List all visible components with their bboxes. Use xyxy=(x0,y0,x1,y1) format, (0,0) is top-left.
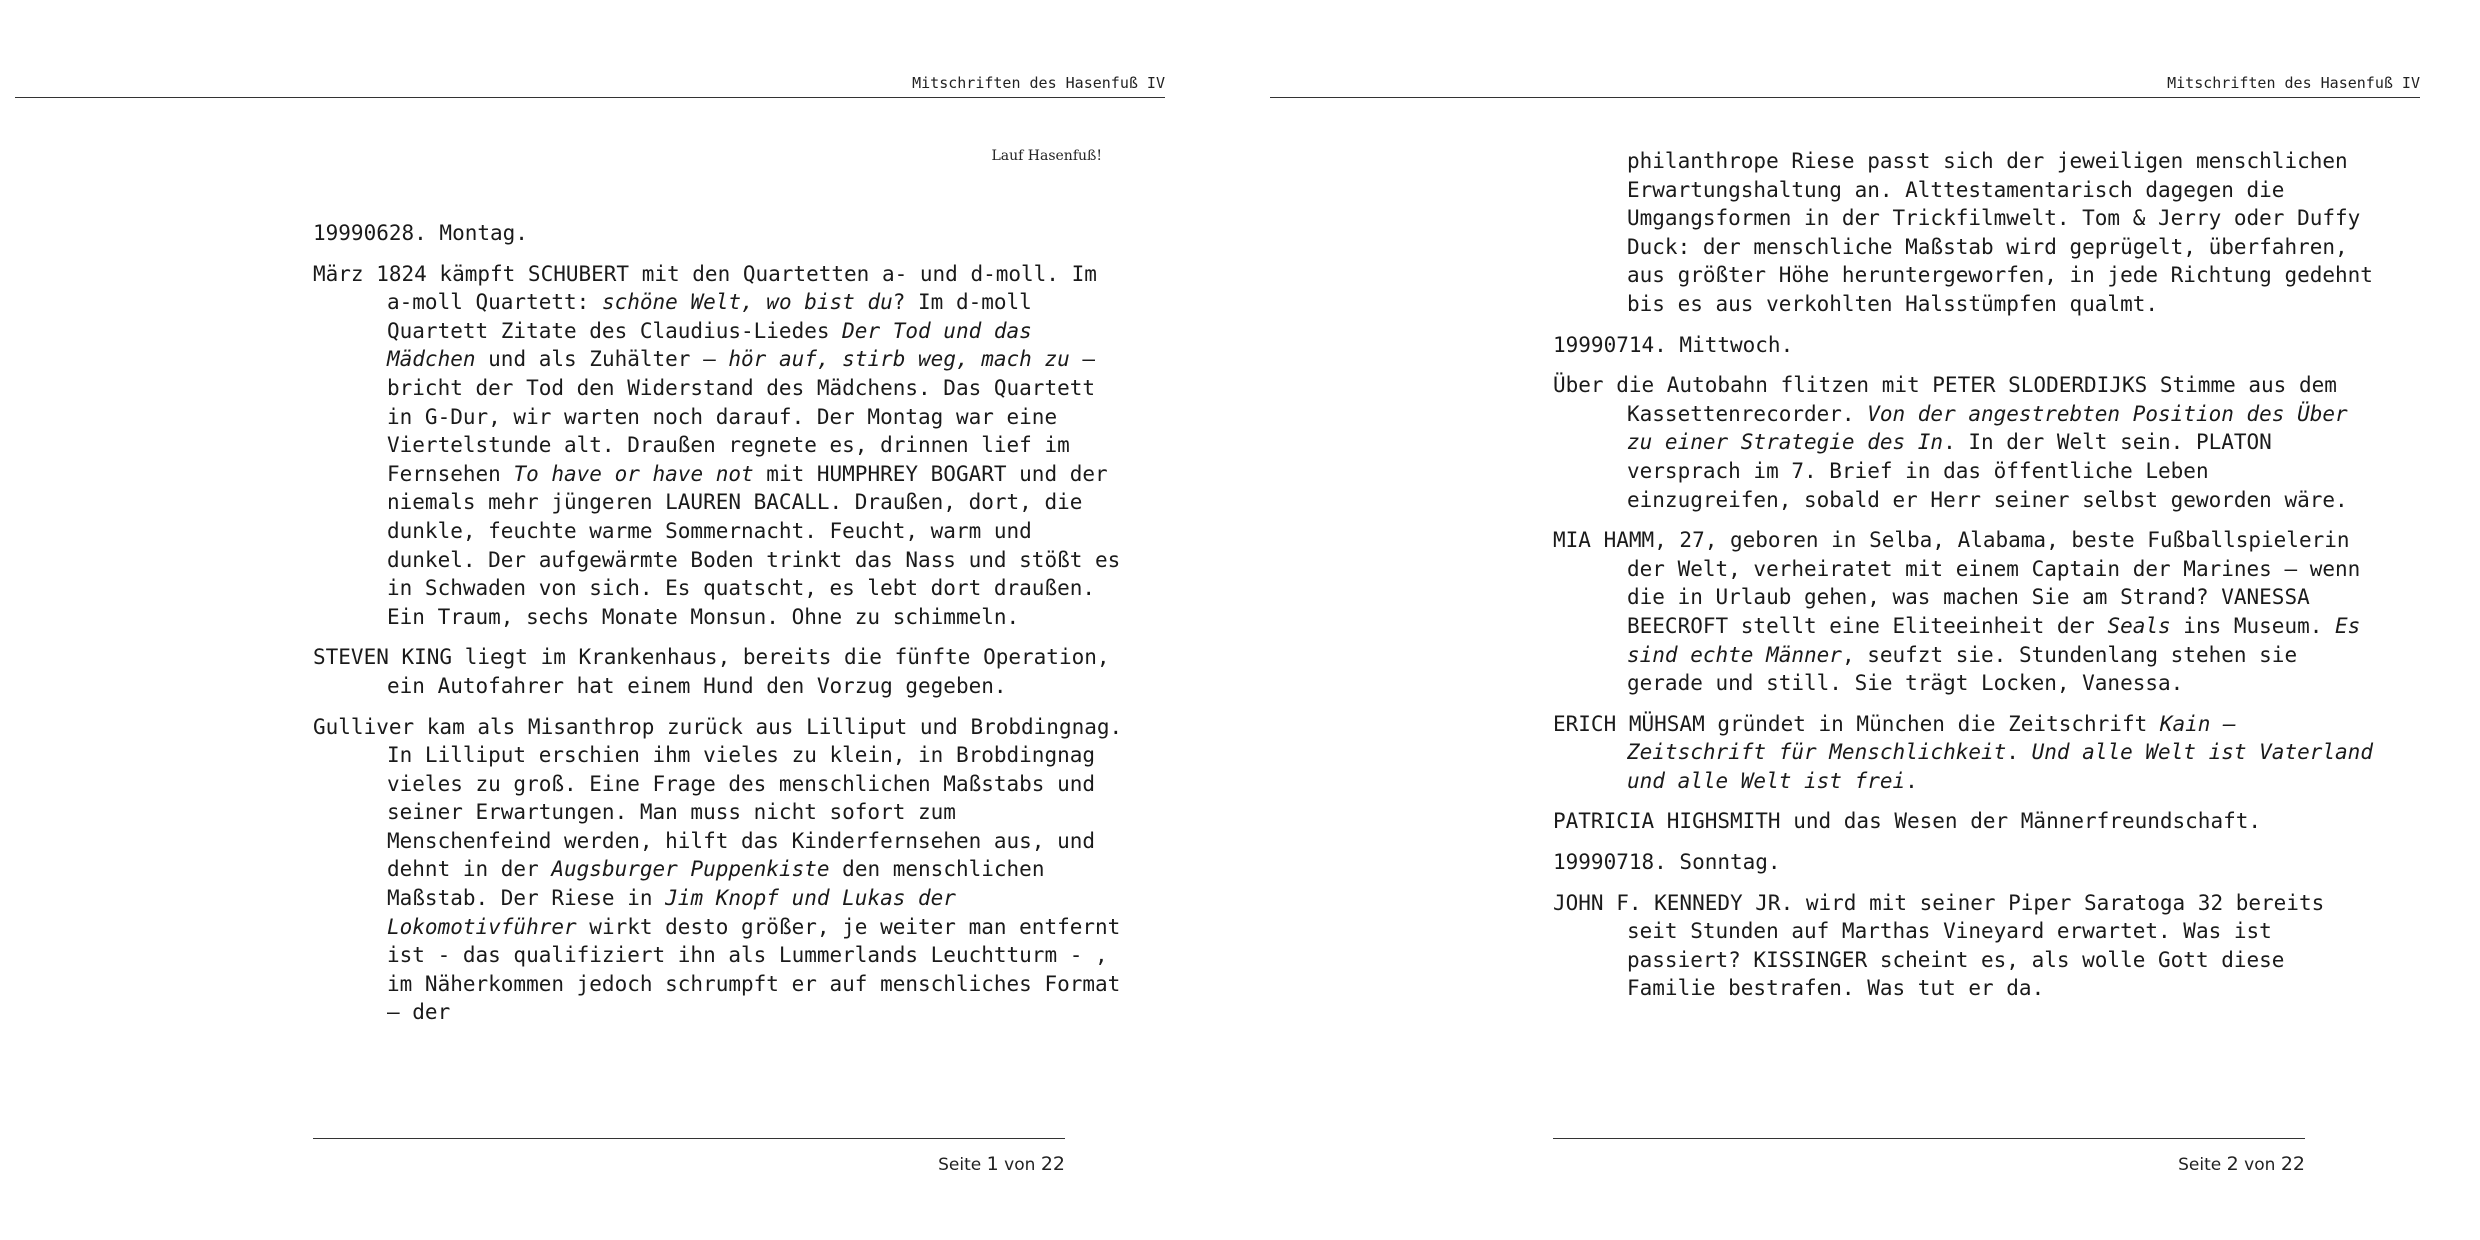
entry-kennedy: JOHN F. KENNEDY JR. wird mit seiner Piper Saratoga 32 bereits seit Stunden auf Marthas Vineyard erwartet. Was ist passiert? KISSINGER scheint es, als wolle Gott diese Familie bestrafen. Was tut er da. xyxy=(1553,890,2325,1001)
entry-highsmith: PATRICIA HIGHSMITH und das Wesen der Männerfreundschaft. xyxy=(1553,809,2262,834)
page-body xyxy=(1553,147,2383,1015)
entry-date: 19990718. Sonntag. xyxy=(1553,850,1781,875)
entry-date: 19990714. Mittwoch. xyxy=(1553,332,1794,357)
entry-king: STEVEN KING liegt im Krankenhaus, bereits die fünfte Operation, ein Autofahrer hat einem Hund den Vorzug gegeben. xyxy=(313,645,1110,698)
header-rule xyxy=(1270,97,2420,98)
entry-hamm: MIA HAMM, 27, geboren in Selba, Alabama, beste Fußballspielerin der Welt, verheiratet mit einem Captain der Marines – wenn die in Urlaub gehen, was machen Sie am Strand? VANESSA BEECROFT stellt eine Eliteeinheit der Seals ins Museum. Es sind echte Männer, seufzt sie. Stundenlang stehen sie gerade und still. Sie trägt Locken, Vanessa. xyxy=(1553,528,2361,696)
document-page-2 xyxy=(1240,0,2480,1240)
entry-muehsam: ERICH MÜHSAM gründet in München die Zeitschrift Kain – Zeitschrift für Menschlichkeit. Und alle Welt ist Vaterland und alle Welt ist frei. xyxy=(1553,711,2373,793)
entry-schubert: März 1824 kämpft SCHUBERT mit den Quartetten a- und d-moll. Im a-moll Quartett: schöne Welt, wo bist du? Im d-moll Quartett Zitate des Claudius-Liedes Der Tod und das Mädchen und als Zuhälter – hör auf, stirb weg, mach zu – bricht der Tod den Widerstand des Mädchens. Das Quartett in G-Dur, wir warten noch darauf. Der Montag war eine Viertelstunde alt. Draußen regnete es, drinnen lief im Fernsehen To have or have not mit HUMPHREY BOGART und der niemals mehr jüngeren LAUREN BACALL. Draußen, dort, die dunkle, feuchte warme Sommernacht. Feucht, warm und dunkel. Der aufgewärmte Boden trinkt das Nass und stößt es in Schwaden von sich. Es quatscht, es lebt dort draußen. Ein Traum, sechs Monate Monsun. Ohne zu schimmeln. xyxy=(313,261,1121,629)
header-rule xyxy=(15,97,1165,98)
footer-rule xyxy=(313,1138,1065,1139)
entry-date: 19990628. Montag. xyxy=(313,221,528,245)
motto: Lauf Hasenfuß! xyxy=(991,148,1102,164)
page-footer: Seite 2 von 22 xyxy=(2178,1153,2305,1175)
page-body xyxy=(313,219,1123,1039)
entry-continuation: philanthrope Riese passt sich der jeweiligen menschlichen Erwartungshaltung an. Alttestamentarisch dagegen die Umgangsformen in der Trickfilmwelt. Tom & Jerry oder Duffy Duck: der menschliche Maßstab wird geprügelt, überfahren, aus größter Höhe heruntergeworfen, in jede Richtung gedehnt bis es aus verkohlten Halsstümpfen qualmt. xyxy=(1627,149,2373,316)
page-header: Mitschriften des Hasenfuß IV xyxy=(2167,74,2420,92)
entry-gulliver: Gulliver kam als Misanthrop zurück aus Lilliput und Brobdingnag. In Lilliput erschien ihm vieles zu klein, in Brobdingnag vieles zu groß. Eine Frage des menschlichen Maßstabs und seiner Erwartungen. Man muss nicht sofort zum Menschenfeind werden, hilft das Kinderfernsehen aus, und dehnt in der Augsburger Puppenkiste den menschlichen Maßstab. Der Riese in Jim Knopf und Lukas der Lokomotivführer wirkt desto größer, je weiter man entfernt ist - das qualifiziert ihn als Lummerlands Leuchtturm - , im Näherkommen jedoch schrumpft er auf menschliches Format – der xyxy=(313,714,1123,1025)
page-header: Mitschriften des Hasenfuß IV xyxy=(912,74,1165,92)
page-footer: Seite 1 von 22 xyxy=(938,1153,1065,1175)
footer-rule xyxy=(1553,1138,2305,1139)
entry-sloterdijk: Über die Autobahn flitzen mit PETER SLODERDIJKS Stimme aus dem Kassettenrecorder. Von der angestrebten Position des Über zu einer Strategie des In. In der Welt sein. PLATON versprach im 7. Brief in das öffentliche Leben einzugreifen, sobald er Herr seiner selbst geworden wäre. xyxy=(1553,373,2348,512)
